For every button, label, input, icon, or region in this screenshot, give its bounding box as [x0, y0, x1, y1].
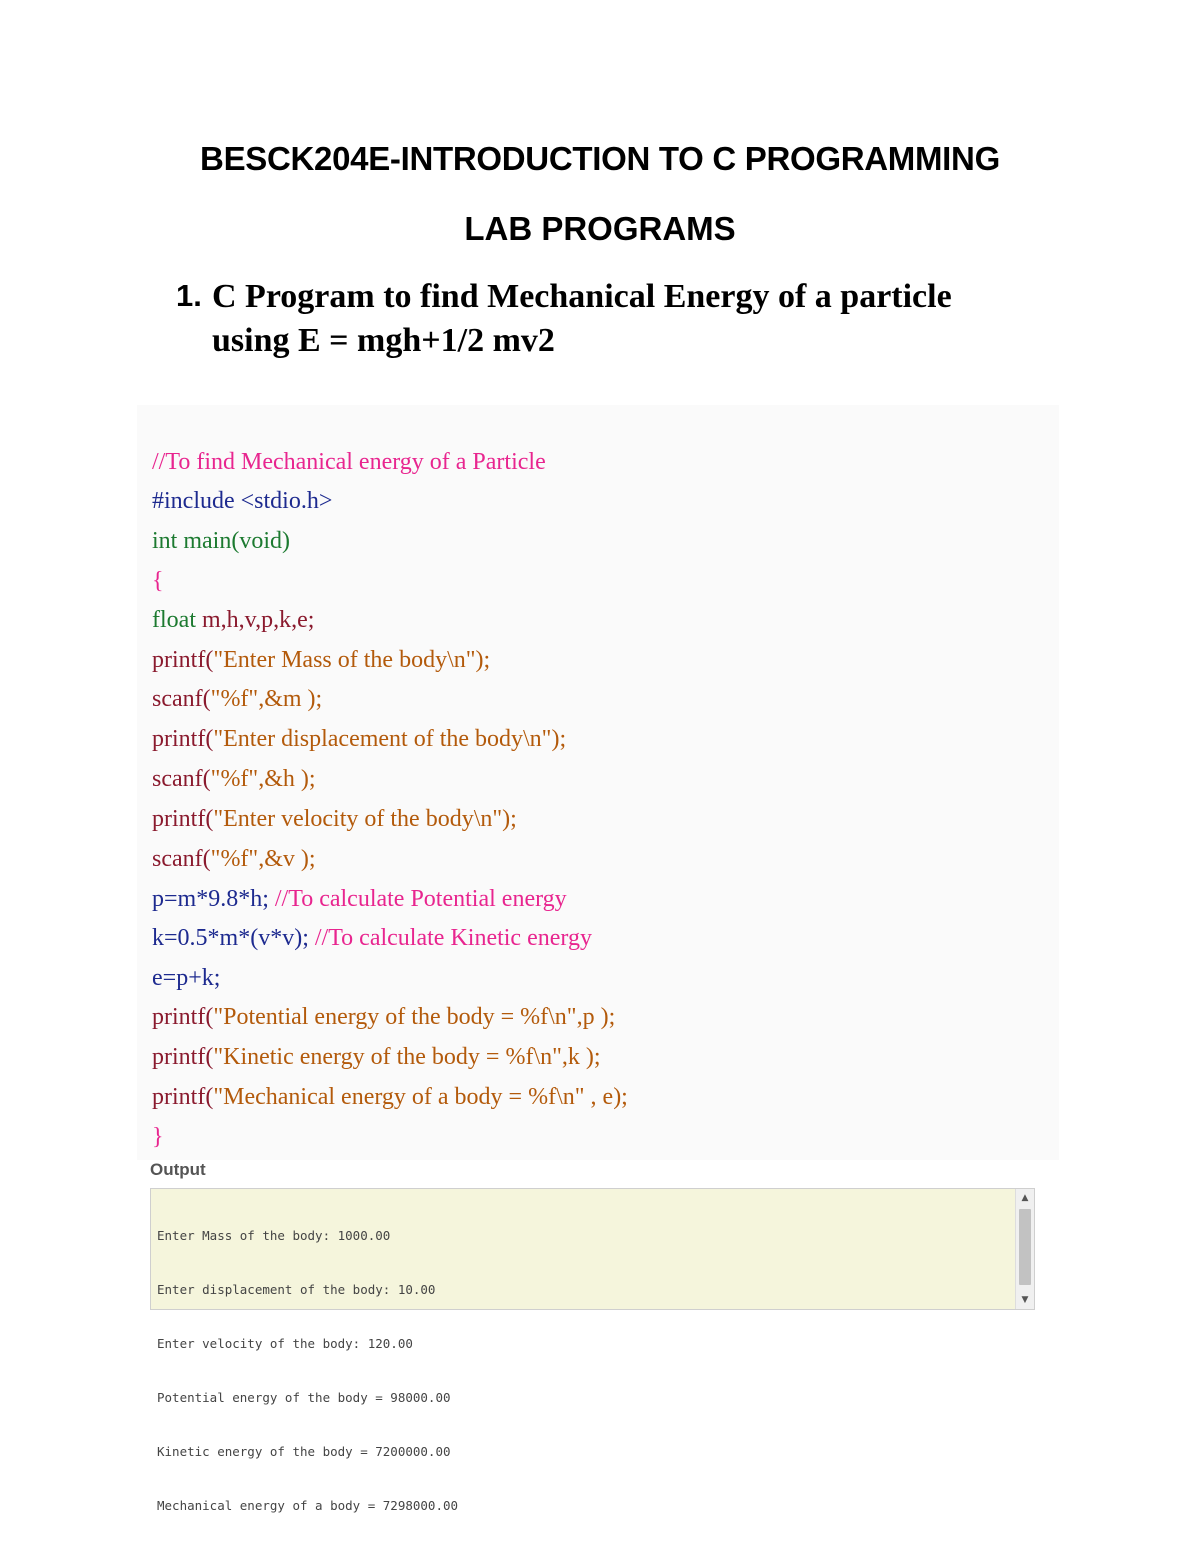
- code-printf-keyword: printf(: [152, 1004, 214, 1030]
- code-calc-energy: e=p+k;: [152, 965, 221, 991]
- code-comment: //To find Mechanical energy of a Particle: [152, 449, 546, 475]
- question-number: 1.: [176, 278, 202, 313]
- code-scanf-keyword: scanf(: [152, 846, 211, 872]
- code-scanf-args: "%f",&m );: [210, 686, 323, 712]
- code-comment-kinetic: //To calculate Kinetic energy: [314, 925, 592, 951]
- code-printf-args: "Kinetic energy of the body = %f\n",k );: [213, 1044, 601, 1070]
- code-printf-keyword: printf(: [152, 1084, 214, 1110]
- code-printf-keyword: printf(: [152, 726, 214, 752]
- code-open-brace: {: [152, 568, 164, 594]
- code-printf-args: "Enter velocity of the body\n");: [213, 806, 517, 832]
- code-printf-keyword: printf(: [152, 1044, 214, 1070]
- code-scanf-args: "%f",&v );: [210, 846, 316, 872]
- code-scanf-keyword: scanf(: [152, 766, 211, 792]
- code-printf-args: "Enter Mass of the body\n");: [213, 647, 491, 673]
- output-lines: [157, 1191, 458, 1551]
- scroll-down-arrow-icon[interactable]: ▼: [1021, 1295, 1029, 1305]
- output-line: Enter Mass of the body: 1000.00: [157, 1228, 391, 1243]
- output-line: Mechanical energy of a body = 7298000.00: [157, 1498, 459, 1513]
- question-text: C Program to find Mechanical Energy of a particle using E = mgh+1/2 mv2: [212, 278, 952, 359]
- code-keyword-float: float: [152, 607, 196, 633]
- output-scrollbar[interactable]: [1015, 1189, 1034, 1309]
- code-close-brace: }: [152, 1124, 164, 1150]
- code-main-signature: int main(void): [152, 528, 290, 554]
- code-calc-potential: p=m*9.8*h;: [152, 886, 275, 912]
- output-line: Enter velocity of the body: 120.00: [157, 1336, 413, 1351]
- scroll-up-arrow-icon[interactable]: ▲: [1021, 1193, 1029, 1203]
- output-line: Enter displacement of the body: 10.00: [157, 1282, 436, 1297]
- code-line-printf-me: [140, 1052, 628, 1112]
- code-scanf-args: "%f",&h );: [210, 766, 316, 792]
- output-label: Output: [150, 1160, 206, 1179]
- code-comment-potential: //To calculate Potential energy: [274, 886, 567, 912]
- code-printf-keyword: printf(: [152, 647, 214, 673]
- code-printf-args: "Mechanical energy of a body = %f\n" , e);: [213, 1084, 628, 1110]
- code-declared-vars: m,h,v,p,k,e;: [195, 607, 315, 633]
- code-calc-kinetic: k=0.5*m*(v*v);: [152, 925, 315, 951]
- code-printf-keyword: printf(: [152, 806, 214, 832]
- code-scanf-keyword: scanf(: [152, 686, 211, 712]
- code-printf-args: "Enter displacement of the body\n");: [213, 726, 567, 752]
- output-console[interactable]: [150, 1188, 1035, 1513]
- code-include: #include <stdio.h>: [152, 488, 333, 514]
- document-subtitle: LAB PROGRAMS: [464, 210, 736, 247]
- output-line: Kinetic energy of the body = 7200000.00: [157, 1444, 451, 1459]
- document-title: BESCK204E-INTRODUCTION TO C PROGRAMMING: [200, 140, 1000, 177]
- code-line-close-brace: [140, 1092, 164, 1152]
- code-printf-args: "Potential energy of the body = %f\n",p );: [213, 1004, 616, 1030]
- output-line: Potential energy of the body = 98000.00: [157, 1390, 451, 1405]
- scroll-thumb[interactable]: [1019, 1209, 1031, 1285]
